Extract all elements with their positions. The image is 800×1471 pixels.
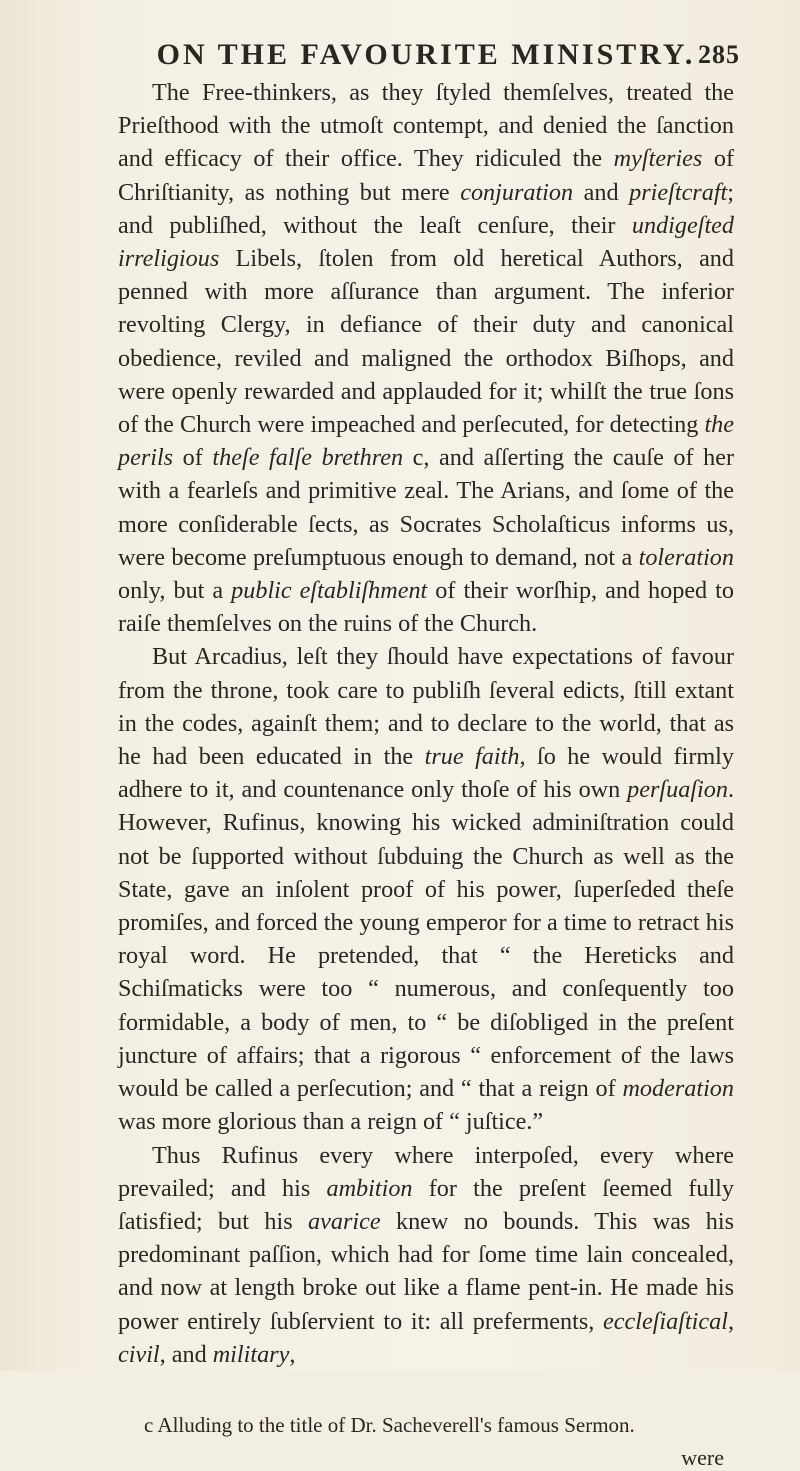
- italic-text: toleration: [638, 543, 734, 571]
- italic-text: public eſtabliſhment: [231, 577, 428, 605]
- italic-text: myſteries: [613, 145, 703, 173]
- italic-text: civil: [118, 1340, 160, 1368]
- catchword: were: [681, 1444, 724, 1470]
- text-run: ,: [289, 1340, 296, 1368]
- text-run: of Chriſtianity, as nothing but mere: [118, 145, 734, 206]
- italic-text: eccleſiaſtical: [603, 1307, 728, 1335]
- italic-text: moderation: [622, 1075, 734, 1103]
- text-run: Libels, ſtolen from old heretical Authors, and penned with more aſſurance than argument. The inferior revolting Clergy, in defiance of their duty and canonical obedience, reviled and maligned the orthodox Biſhops, and were openly rewarded and applauded for it; whilſt the true ſons of the Church were impeached and perſecuted, for detecting: [118, 245, 734, 439]
- italic-text: prieſtcraft: [629, 178, 728, 206]
- text-run: The Free-thinkers, as they ſtyled themſelves, treated the Prieſthood with the utmoſt contempt, and denied the ſanction and efficacy of their office. They ridiculed the: [118, 79, 734, 173]
- text-run: was more glorious than a reign of “ juſtice.”: [118, 1108, 544, 1136]
- text-run: for the preſent ſeemed fully ſatisfied; but his: [118, 1174, 734, 1235]
- italic-text: avarice: [308, 1207, 381, 1235]
- paragraph: [118, 1139, 734, 1371]
- paragraph: [118, 640, 734, 1138]
- body-text: [118, 76, 734, 1371]
- italic-text: true faith: [424, 743, 520, 771]
- footnote: c Alluding to the title of Dr. Sacheverell's famous Sermon.: [144, 1412, 635, 1437]
- italic-text: military: [212, 1340, 290, 1368]
- italic-text: theſe falſe brethren: [212, 444, 404, 472]
- text-run: of their worſhip, and hoped to raiſe themſelves on the ruins of the Church.: [118, 577, 734, 638]
- text-run: , and: [159, 1340, 213, 1368]
- italic-text: perſuaſion: [627, 776, 728, 804]
- paragraph: [118, 76, 734, 640]
- running-title: ON THE FAVOURITE MINISTRY.: [156, 38, 696, 71]
- text-run: But Arcadius, leſt they ſhould have expectations of favour from the throne, took care to publiſh ſeveral edicts, ſtill extant in the codes, againſt them; and to declare to the world, that as he had been educated in the: [118, 643, 734, 771]
- running-head: [118, 38, 740, 72]
- italic-text: undigeſted irreligious: [118, 211, 734, 273]
- text-run: knew no bounds. This was his predominant paſſion, which had for ſome time lain concealed, and now at length broke out like a flame pent-in. He made his power entirely ſubſervient to it: all preferments,: [118, 1207, 734, 1335]
- text-run: only, but a: [118, 577, 232, 605]
- page-number: 285: [698, 40, 740, 69]
- italic-text: ambition: [326, 1174, 413, 1202]
- text-run: and: [573, 178, 630, 206]
- text-run: c, and aſſerting the cauſe of her with a fearleſs and primitive zeal. The Arians, and ſome of the more conſiderable ſects, as Socrates Scholaſticus informs us, were become preſumptuous enough to demand, not a: [118, 444, 735, 571]
- text-run: Thus Rufinus every where interpoſed, every where prevailed; and his: [118, 1141, 734, 1202]
- text-run: , ſo he would firmly adhere to it, and countenance only thoſe of his own: [118, 743, 734, 804]
- text-run: of: [173, 444, 213, 472]
- text-run: . However, Rufinus, knowing his wicked adminiſtration could not be ſupported without ſubduing the Church as well as the State, gave an inſolent proof of his power, ſuperſeded theſe promiſes, and forced the young emperor for a time to retract his royal word. He pretended, that “ the Hereticks and Schiſmaticks were too “ numerous, and conſequently too formidable, a body of men, to “ be diſobliged in the preſent juncture of affairs; that a rigorous “ enforcement of the laws would be called a perſecution; and “ that a reign of: [118, 776, 734, 1103]
- italic-text: conjuration: [460, 178, 574, 206]
- text-run: ; and publiſhed, without the leaſt cenſure, their: [118, 178, 734, 239]
- text-run: ,: [727, 1307, 734, 1335]
- italic-text: the perils: [118, 411, 734, 472]
